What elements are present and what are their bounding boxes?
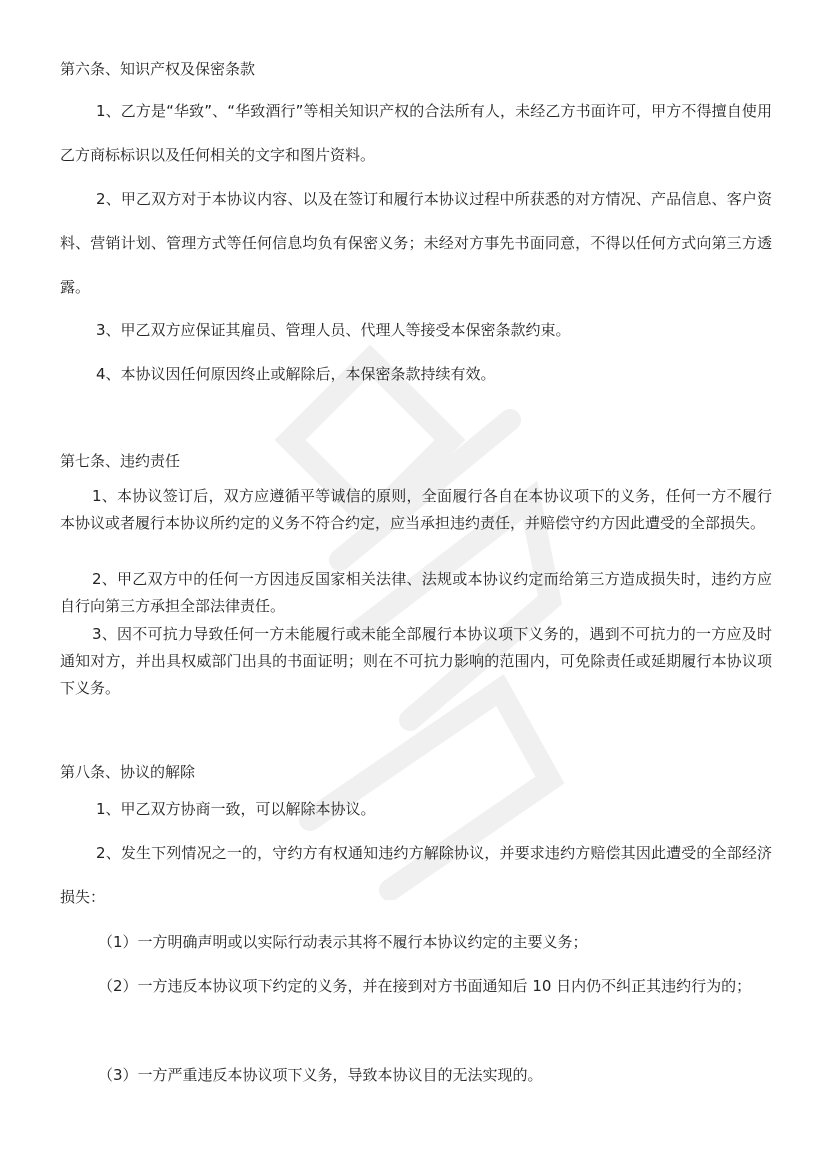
section-7-paragraph-1: 1、本协议签订后，双方应遵循平等诚信的原则，全面履行各自在本协议项下的义务，任何一方不履行本协议或者履行本协议所约定的义务不符合约定，应当承担违约责任，并赔偿守约方因此遭受的全部损失。 <box>60 487 772 532</box>
section-6-title: 第六条、知识产权及保密条款 <box>60 60 256 78</box>
section-6-paragraph-4: 4、本协议因任何原因终止或解除后，本保密条款持续有效。 <box>96 365 496 383</box>
section-7-paragraph-2: 2、甲乙双方中的任何一方因违反国家相关法律、法规或本协议约定而给第三方造成损失时，违约方应自行向第三方承担全部法律责任。 <box>60 570 772 615</box>
section-8-title: 第八条、协议的解除 <box>60 763 196 781</box>
section-6-paragraph-1: 1、乙方是“华致”、“华致酒行”等相关知识产权的合法所有人，未经乙方书面许可，甲方不得擅自使用乙方商标标识以及任何相关的文字和图片资料。 <box>60 102 772 164</box>
section-8-item-2: （2）一方违反本协议项下约定的义务，并在接到对方书面通知后 10 日内仍不纠正其违约行为的； <box>98 977 752 995</box>
section-7-paragraph-3: 3、因不可抗力导致任何一方未能履行或未能全部履行本协议项下义务的，遇到不可抗力的一方应及时通知对方，并出具权威部门出具的书面证明；则在不可抗力影响的范围内，可免除责任或延期履行本协议项下义务。 <box>60 625 772 697</box>
section-8-paragraph-1: 1、甲乙双方协商一致，可以解除本协议。 <box>96 800 376 818</box>
section-8-item-3: （3）一方严重违反本协议项下义务，导致本协议目的无法实现的。 <box>98 1066 543 1084</box>
section-8-paragraph-2: 2、发生下列情况之一的，守约方有权通知违约方解除协议，并要求违约方赔偿其因此遭受的全部经济损失： <box>60 844 772 906</box>
section-7-title: 第七条、违约责任 <box>60 452 181 470</box>
section-8-item-1: （1）一方明确声明或以实际行动表示其将不履行本协议约定的主要义务； <box>98 933 588 951</box>
section-6-paragraph-3: 3、甲乙双方应保证其雇员、管理人员、代理人等接受本保密条款约束。 <box>96 321 571 339</box>
section-6-paragraph-2: 2、甲乙双方对于本协议内容、以及在签订和履行本协议过程中所获悉的对方情况、产品信息、客户资料、营销计划、管理方式等任何信息均负有保密义务；未经对方事先书面同意，不得以任何方式向第三方透露。 <box>60 190 772 296</box>
